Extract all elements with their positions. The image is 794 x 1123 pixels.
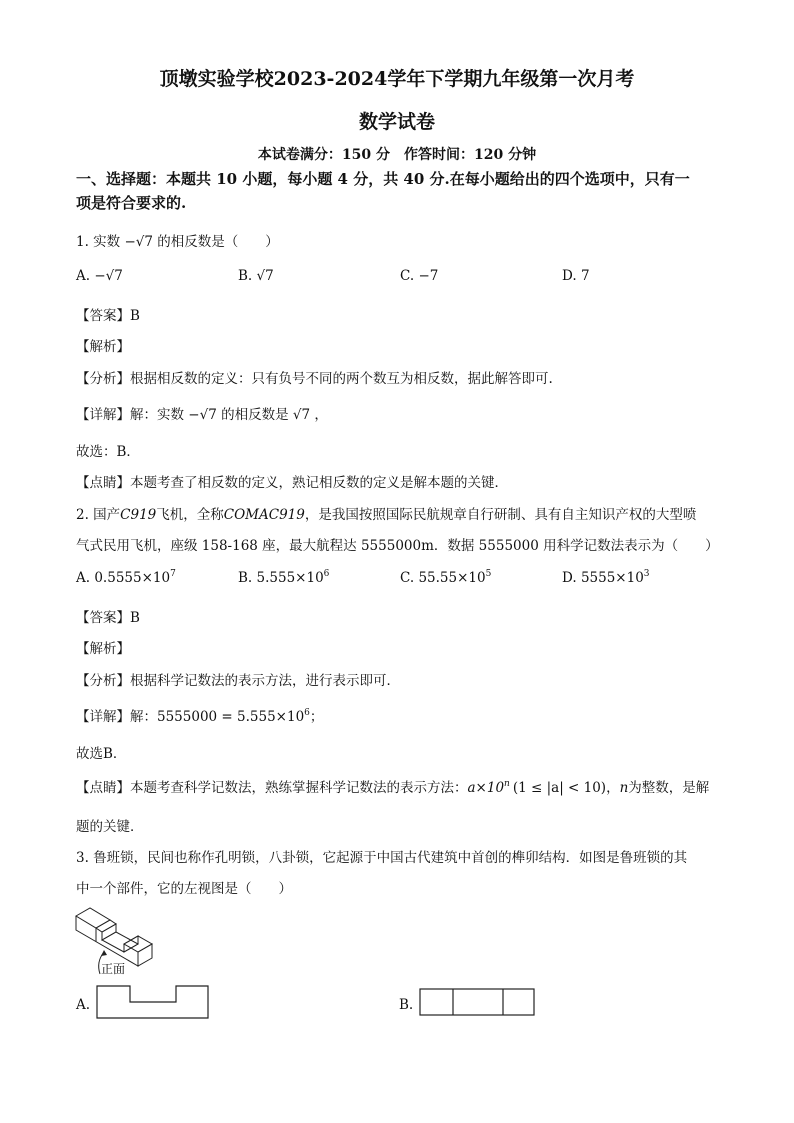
q2-comment-prefix: 【点睛】本题考查科学记数法，熟练掌握科学记数法的表示方法： xyxy=(76,780,468,796)
q1-option-b-value: √7 xyxy=(256,268,274,284)
section-heading-line1: 一、选择题：本题共 10 小题，每小题 4 分，共 40 分.在每小题给出的四个选项中，只有一 xyxy=(76,170,690,188)
q1-option-d-value: 7 xyxy=(580,268,590,284)
q1-stem-suffix: 的相反数是（ ） xyxy=(157,234,279,250)
q2-option-c-value: 55.55×10 xyxy=(418,570,486,586)
q2-stem-line1 xyxy=(76,503,696,523)
q2-comment-mid: ， xyxy=(606,780,620,796)
q1-detail-mid: 的相反数是 xyxy=(221,407,289,423)
q2-comment-math: a×10 xyxy=(467,780,505,796)
exam-title: 顶墩实验学校2023-2024学年下学期九年级第一次月考 xyxy=(159,68,635,90)
q2-option-a xyxy=(76,570,176,586)
q2-stem-prefix: 2. 国产 xyxy=(76,507,121,523)
q2-option-d xyxy=(562,570,650,586)
q2-option-a-label: A. xyxy=(76,570,91,586)
q1-stem-prefix: 1. 实数 xyxy=(76,234,121,250)
q2-comment-n: n xyxy=(619,780,629,796)
q2-c919: C919 xyxy=(120,507,157,523)
q1-option-a-label: A. xyxy=(76,268,91,284)
q2-detail-prefix: 【详解】解： xyxy=(76,709,157,725)
q1-answer: 【答案】B xyxy=(76,308,140,324)
q2-detail-suffix: ； xyxy=(309,709,324,725)
q3-option-b-label: B. xyxy=(399,997,414,1013)
q2-comac: COMAC919 xyxy=(223,507,305,523)
q1-option-c-label: C. xyxy=(400,268,415,284)
q2-option-b-label: B. xyxy=(238,570,253,586)
q2-comment xyxy=(76,776,709,796)
q1-detail-math: −√7 xyxy=(188,407,217,423)
q2-option-c-exp: 5 xyxy=(485,569,492,579)
q2-option-d-label: D. xyxy=(562,570,577,586)
section-heading-line2: 项是符合要求的. xyxy=(76,194,187,212)
luban-lock-figure xyxy=(72,902,182,977)
q1-detail-suffix: ， xyxy=(314,407,328,423)
q2-detail-exp: 6 xyxy=(304,708,310,718)
q1-option-d-label: D. xyxy=(562,268,577,284)
q2-stem-suffix: ，是我国按照国际民航规章自行研制、具有自主知识产权的大型喷 xyxy=(304,507,697,523)
figure-label-front: 正面 xyxy=(101,962,126,976)
q2-option-a-value: 0.5555×10 xyxy=(94,570,171,586)
q1-option-c xyxy=(400,268,438,284)
q2-comment-exp: n xyxy=(504,779,510,789)
q2-analysis-tag: 【解析】 xyxy=(76,641,130,657)
q2-comment-line2: 题的关键． xyxy=(76,819,144,835)
q1-analysis-tag: 【解析】 xyxy=(76,339,130,355)
q2-comment-range: (1 ≤ |a| < 10) xyxy=(512,780,607,796)
q2-stem-line2: 气式民用飞机，座级 158-168 座，最大航程达 5555000m．数据 5555000 用科学记数法表示为（ ） xyxy=(76,538,719,554)
q1-option-a xyxy=(76,268,123,284)
exam-subtitle: 数学试卷 xyxy=(358,111,435,133)
q2-comment-suffix: 为整数，是解 xyxy=(628,780,710,796)
q3-option-a-shape xyxy=(96,985,210,1020)
q3-stem-line2: 中一个部件，它的左视图是（ ） xyxy=(76,881,292,897)
q2-option-b-value: 5.555×10 xyxy=(256,570,324,586)
q1-option-c-value: −7 xyxy=(418,268,439,284)
q1-option-a-value: −√7 xyxy=(94,268,123,284)
q1-option-d xyxy=(562,268,590,284)
q1-comment: 【点睛】本题考查了相反数的定义，熟记相反数的定义是解本题的关键． xyxy=(76,475,508,491)
q2-option-a-exp: 7 xyxy=(170,569,176,579)
q2-option-b xyxy=(238,570,329,586)
q2-option-c xyxy=(400,570,491,586)
q1-choose: 故选：B． xyxy=(76,444,140,460)
q2-choose: 故选B． xyxy=(76,746,127,762)
q2-answer: 【答案】B xyxy=(76,610,140,626)
q2-option-d-value: 5555×10 xyxy=(580,570,644,586)
q1-fenxi: 【分析】根据相反数的定义：只有负号不同的两个数互为相反数，据此解答即可. xyxy=(76,371,553,387)
q2-option-b-exp: 6 xyxy=(323,569,330,579)
q3-stem-line1: 3. 鲁班锁，民间也称作孔明锁，八卦锁，它起源于中国古代建筑中首创的榫卯结构．如图是鲁班锁的其 xyxy=(76,850,688,866)
q2-detail xyxy=(76,705,323,725)
q3-option-b-shape xyxy=(419,988,536,1017)
q1-detail xyxy=(76,403,328,423)
exam-info: 本试卷满分：150 分 作答时间：120 分钟 xyxy=(257,147,537,163)
q1-detail-math2: √7 xyxy=(292,407,311,423)
q1-stem xyxy=(76,230,279,250)
q1-option-b xyxy=(238,268,274,284)
q3-option-a-label: A. xyxy=(76,997,91,1013)
q2-fenxi: 【分析】根据科学记数法的表示方法，进行表示即可． xyxy=(76,673,400,689)
q1-option-b-label: B. xyxy=(238,268,253,284)
q2-option-d-exp: 3 xyxy=(643,569,650,579)
q1-stem-math: −√7 xyxy=(124,234,153,250)
q2-option-c-label: C. xyxy=(400,570,415,586)
q2-detail-math: 5555000 = 5.555×10 xyxy=(157,709,305,725)
q1-detail-prefix: 【详解】解：实数 xyxy=(76,407,184,423)
q2-stem-mid: 飞机，全称 xyxy=(156,507,224,523)
